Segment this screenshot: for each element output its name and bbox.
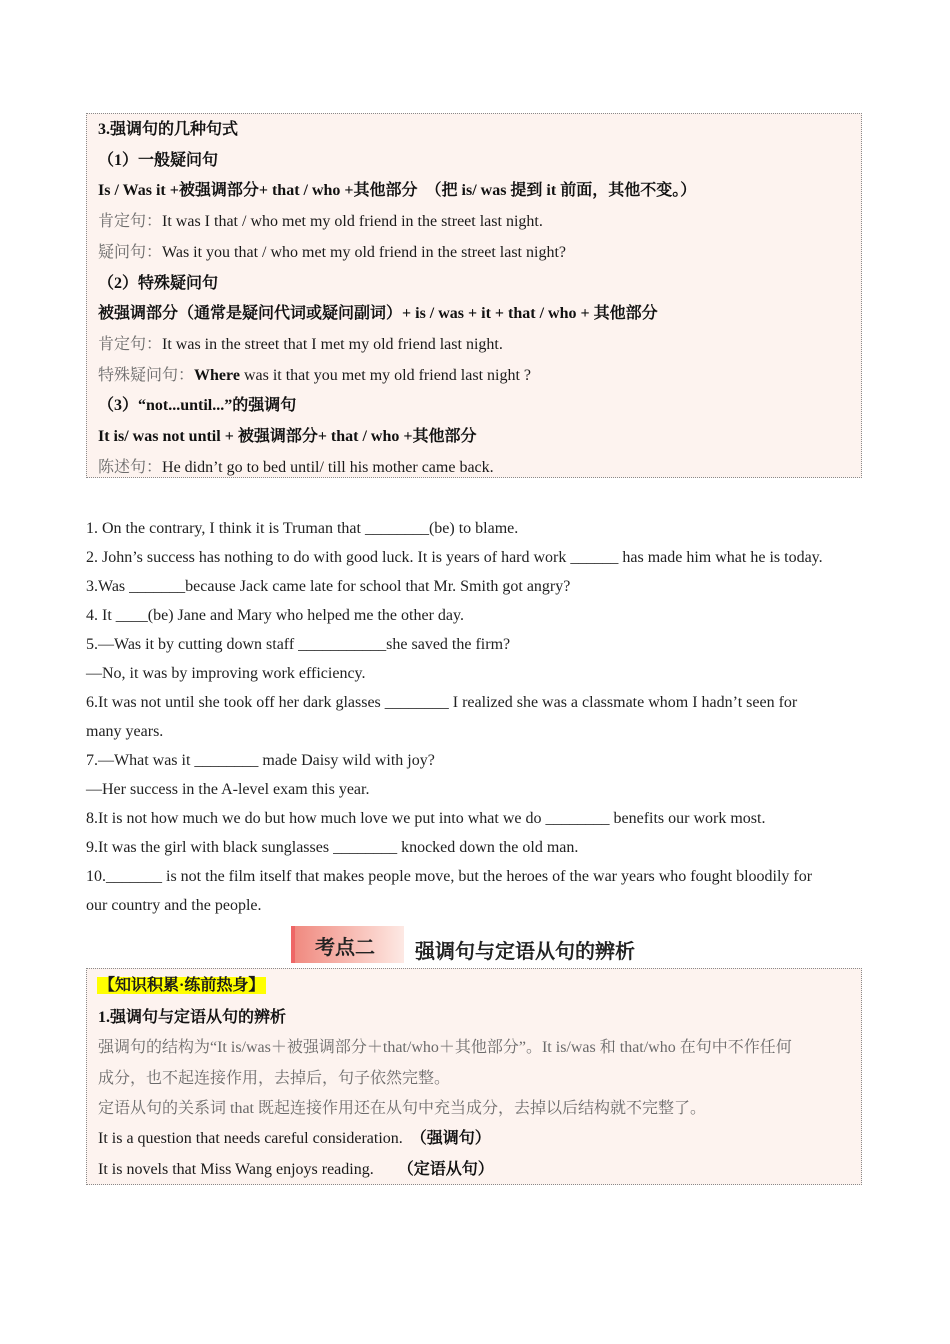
section-header [291,926,891,963]
text-line [98,1129,491,1149]
text-line [98,1038,792,1058]
text-segment: Is / Was it +被强调部分+ that / who +其他部分 （把 is/ was 提到 it 前面，其他不变。） [98,182,697,200]
exercise-line: our country and the people. [86,897,262,914]
text-segment: Where [194,366,240,384]
text-line [98,1069,450,1089]
text-segment: 肯定句： [98,213,163,231]
exercise-line: 4. It ____(be) Jane and Mary who helped me the other day. [86,607,464,624]
exercise-line: 6.It was not until she took off her dark glasses ________ I realized she was a classmate whom I hadn’t seen for [86,694,798,711]
text-segment: （强调句） [418,1130,491,1148]
section-badge-label: 考点二 [315,935,375,959]
exercise-line: —Her success in the A-level exam this year. [86,781,370,798]
exercise-line: many years. [86,723,164,740]
text-line [98,366,531,386]
text-segment: 1.强调句与定语从句的辨析 [98,1009,287,1026]
text-segment: （1）一般疑问句 [98,151,219,169]
text-segment: was it that you met my old friend last night ? [239,366,531,384]
text-segment: 陈述句： [98,458,163,476]
text-segment: 疑问句： [98,243,163,261]
text-line [98,120,238,140]
exercise-line: 10._______ is not the film itself that makes people move, but the heroes of the war years who fought bloodily for [86,868,813,885]
text-segment: It is novels that Miss Wang enjoys reading. [98,1160,406,1178]
exercise-line: 3.Was _______because Jack came late for school that Mr. Smith got angry? [86,578,571,595]
text-line [98,151,218,171]
exercise-line: 1. On the contrary, I think it is Truman that ________(be) to blame. [86,520,519,537]
exercise-line: 9.It was the girl with black sunglasses ________ knocked down the old man. [86,839,579,856]
text-line [98,1160,494,1180]
knowledge-tag: 【知识积累·练前热身】 [99,977,265,994]
text-line [98,458,494,478]
exercise-line: 5.—Was it by cutting down staff ___________she saved the firm? [86,636,511,653]
text-segment: 特殊疑问句： [98,366,195,384]
text-line [98,335,503,355]
section-badge [291,926,404,963]
text-segment: （2）特殊疑问句 [98,274,219,292]
section-title: 强调句与定语从句的辨析 [415,939,635,963]
grammar-box-emphatic-patterns [86,113,862,478]
text-segment: 被强调部分（通常是疑问代词或疑问副词）+ is / was + it + that / who + 其他部分 [98,305,658,323]
text-segment: 肯定句： [98,335,163,353]
text-line [98,304,658,324]
text-segment: 成分，也不起连接作用，去掉后，句子依然完整。 [98,1069,451,1087]
text-segment: Was it you that / who met my old friend in the street last night? [162,243,566,261]
text-line [98,274,218,294]
text-segment: He didn’t go to bed until/ till his mother came back. [162,458,494,476]
exercise-line: 2. John’s success has nothing to do with good luck. It is years of hard work ______ has made him what he is today. [86,549,823,566]
text-segment: 强调句的结构为“It is/was＋被强调部分＋that/who＋其他部分”。It is/was 和 that/who 在句中不作任何 [98,1039,792,1057]
text-segment: 3.强调句的几种句式 [98,121,239,138]
exercise-line: —No, it was by improving work efficiency. [86,665,366,682]
text-segment: （3）“not...until...”的强调句 [98,397,297,415]
text-line [98,243,566,263]
text-line [98,1099,706,1119]
text-segment: It is/ was not until + 被强调部分+ that / who +其他部分 [98,428,477,445]
text-segment: 定语从句的关系词 that 既起连接作用还在从句中充当成分，去掉以后结构就不完整了。 [98,1099,706,1117]
text-line [98,1008,286,1028]
text-line [98,212,543,232]
text-line [98,181,696,201]
exercise-line: 7.—What was it ________ made Daisy wild with joy? [86,752,435,769]
grammar-box-distinction [86,968,862,1185]
text-segment: （定语从句） [405,1160,494,1178]
exercise-line: 8.It is not how much we do but how much love we put into what we do ________ benefits our work most. [86,810,766,827]
text-segment: It was I that / who met my old friend in the street last night. [162,213,543,231]
text-line [98,396,296,416]
text-segment: It is a question that needs careful consideration. [98,1130,419,1148]
text-segment: It was in the street that I met my old friend last night. [162,335,503,353]
text-line [98,427,477,447]
